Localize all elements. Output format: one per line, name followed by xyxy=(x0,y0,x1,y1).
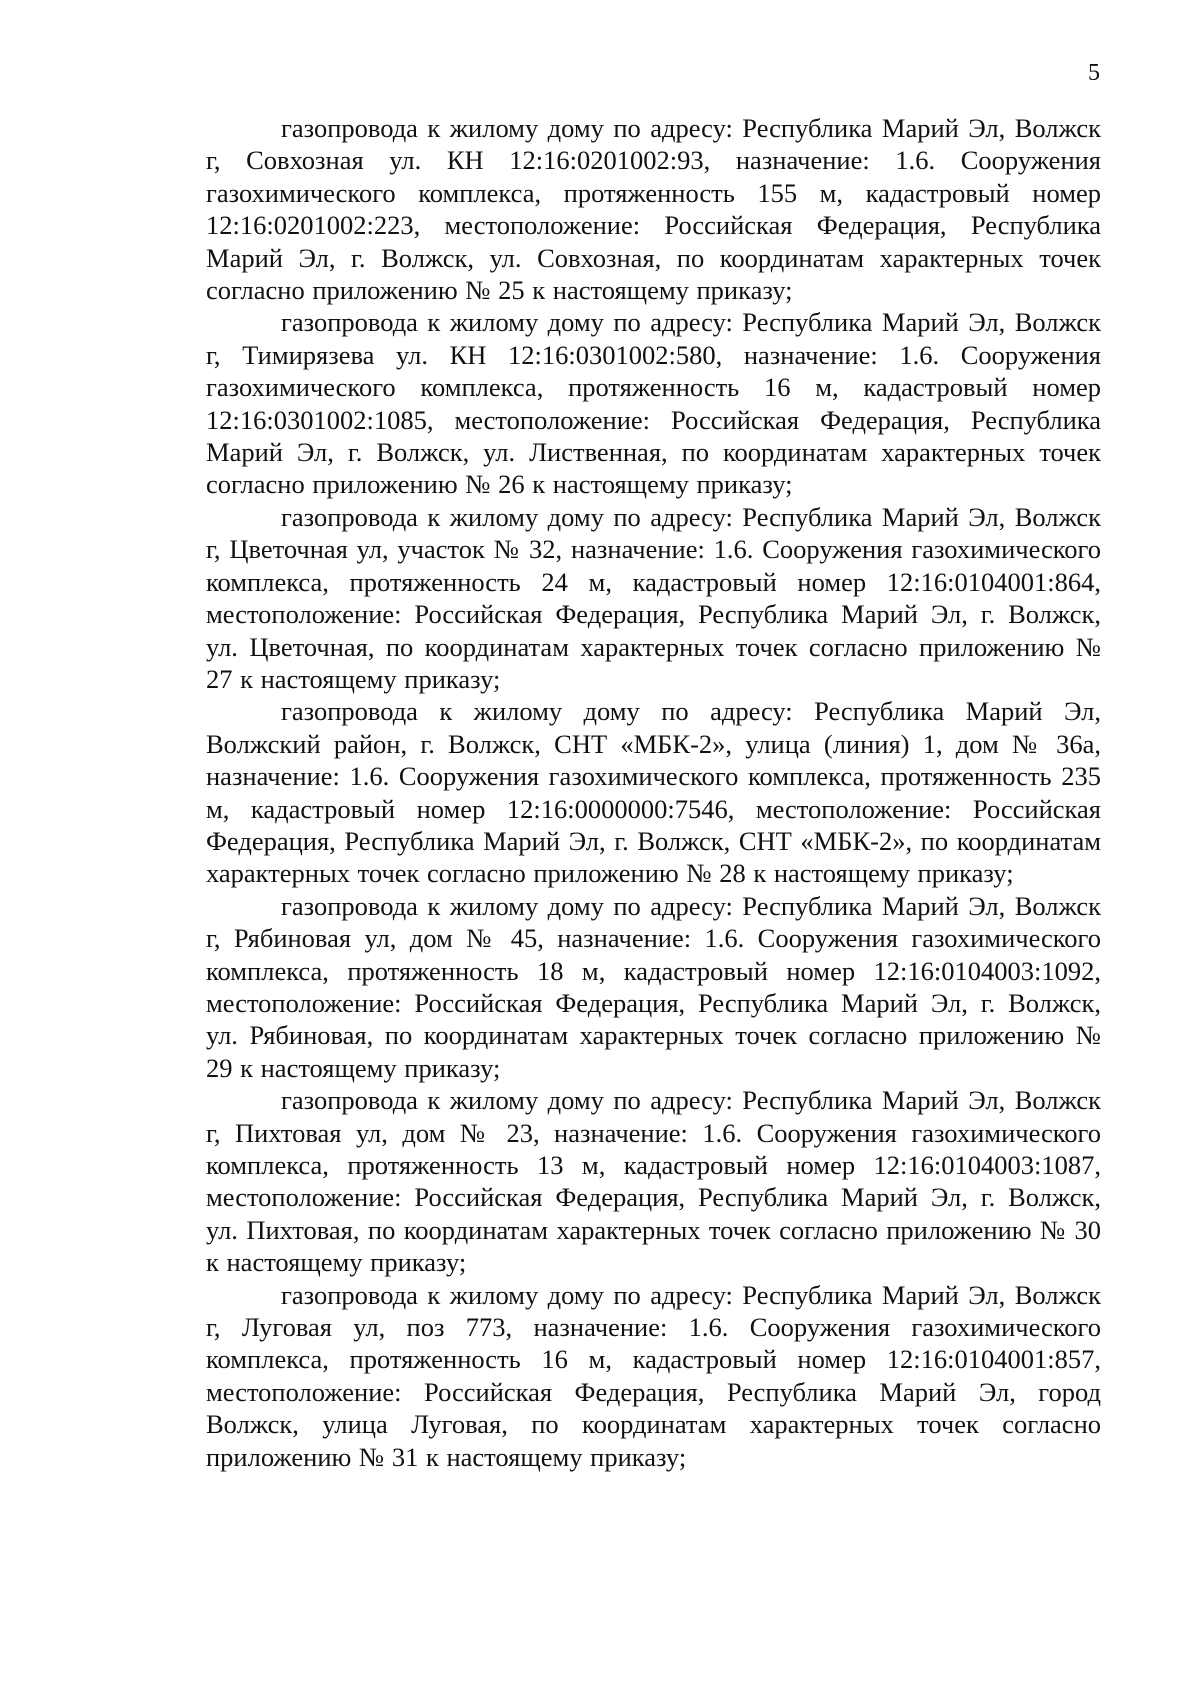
paragraph-pipeline-appendix-31: газопровода к жилому дому по адресу: Республика Марий Эл, Волжск г, Луговая ул, поз 773, назначение: 1.6. Сооружения газохимического комплекса, протяженность 16 м, кадастровый номер 12:16:0104001:857, местоположение: Российская Федерация, Республика Марий Эл, город Волжск, улица Луговая, по координатам характерных точек согласно приложению № 31 к настоящему приказу; xyxy=(206,1279,1101,1472)
paragraph-pipeline-appendix-30: газопровода к жилому дому по адресу: Республика Марий Эл, Волжск г, Пихтовая ул, дом № 23, назначение: 1.6. Сооружения газохимического комплекса, протяженность 13 м, кадастровый номер 12:16:0104003:1087, местоположение: Российская Федерация, Республика Марий Эл, г. Волжск, ул. Пихтовая, по координатам характерных точек согласно приложению № 30 к настоящему приказу; xyxy=(206,1085,1101,1278)
page-number: 5 xyxy=(1088,60,1100,86)
paragraph-pipeline-appendix-26: газопровода к жилому дому по адресу: Республика Марий Эл, Волжск г, Тимирязева ул. КН 12:16:0301002:580, назначение: 1.6. Сооружения газохимического комплекса, протяженность 16 м, кадастровый номер 12:16:0301002:1085, местоположение: Российская Федерация, Республика Марий Эл, г. Волжск, ул. Лиственная, по координатам характерных точек согласно приложению № 26 к настоящему приказу; xyxy=(206,307,1101,500)
paragraph-pipeline-appendix-28: газопровода к жилому дому по адресу: Республика Марий Эл, Волжский район, г. Волжск, СНТ «МБК-2», улица (линия) 1, дом № 36а, назначение: 1.6. Сооружения газохимического комплекса, протяженность 235 м, кадастровый номер 12:16:0000000:7546, местоположение: Российская Федерация, Республика Марий Эл, г. Волжск, СНТ «МБК-2», по координатам характерных точек согласно приложению № 28 к настоящему приказу; xyxy=(206,696,1101,889)
paragraph-pipeline-appendix-29: газопровода к жилому дому по адресу: Республика Марий Эл, Волжск г, Рябиновая ул, дом № 45, назначение: 1.6. Сооружения газохимического комплекса, протяженность 18 м, кадастровый номер 12:16:0104003:1092, местоположение: Российская Федерация, Республика Марий Эл, г. Волжск, ул. Рябиновая, по координатам характерных точек согласно приложению № 29 к настоящему приказу; xyxy=(206,890,1101,1083)
paragraph-pipeline-appendix-25: газопровода к жилому дому по адресу: Республика Марий Эл, Волжск г, Совхозная ул. КН 12:16:0201002:93, назначение: 1.6. Сооружения газохимического комплекса, протяженность 155 м, кадастровый номер 12:16:0201002:223, местоположение: Российская Федерация, Республика Марий Эл, г. Волжск, ул. Совхозная, по координатам характерных точек согласно приложению № 25 к настоящему приказу; xyxy=(206,113,1101,306)
paragraph-pipeline-appendix-27: газопровода к жилому дому по адресу: Республика Марий Эл, Волжск г, Цветочная ул, участок № 32, назначение: 1.6. Сооружения газохимического комплекса, протяженность 24 м, кадастровый номер 12:16:0104001:864, местоположение: Российская Федерация, Республика Марий Эл, г. Волжск, ул. Цветочная, по координатам характерных точек согласно приложению № 27 к настоящему приказу; xyxy=(206,501,1101,694)
document-body xyxy=(206,112,1101,1473)
